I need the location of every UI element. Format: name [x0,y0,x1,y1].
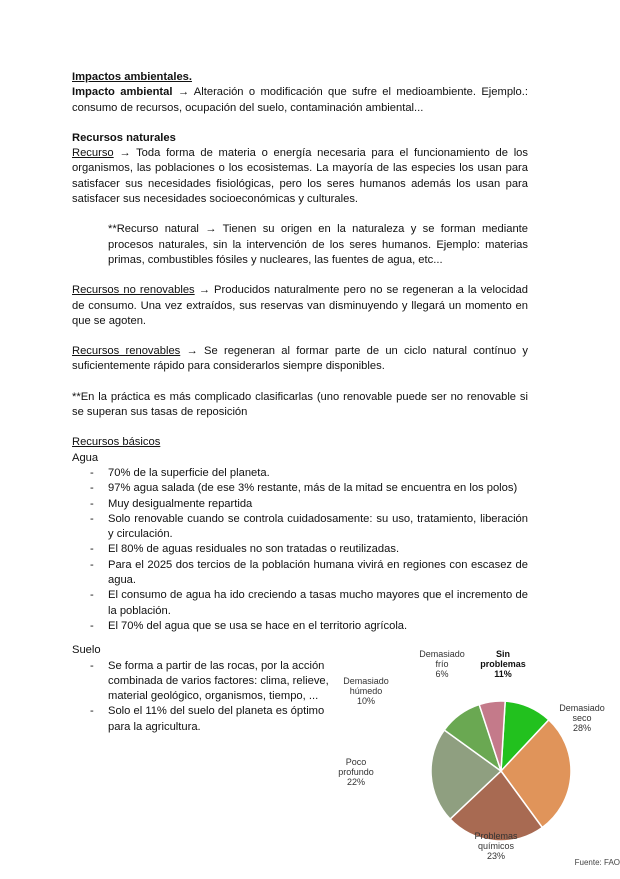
recurso-paragraph [72,146,528,207]
slice-label: Poco profundo 22% [338,757,374,788]
list-item: - Solo el 11% del suelo del planeta es óptimo para la agricultura. [72,704,334,735]
no-renovables-term: Recursos no renovables [72,284,195,297]
impacto-term: Impacto ambiental [72,86,173,99]
list-item: - El 80% de aguas residuales no son tratadas o reutilizadas. [72,542,528,557]
renovables-term: Recursos renovables [72,345,181,358]
suelo-text-block [72,643,334,735]
recurso-term: Recurso [72,147,114,160]
suelo-section [72,643,620,873]
list-item: - Para el 2025 dos tercios de la población humana vivirá en regiones con escasez de agua. [72,558,528,589]
slice-label: Problemas químicos 23% [474,831,518,862]
document-page [72,70,620,873]
list-item: - Se forma a partir de las rocas, por la acción combinada de varios factores: clima, relieve, material geológico, organismos, tiempo, ... [72,659,334,705]
recurso-text: → Toda forma de materia o energía necesaria para el funcionamiento de los organismos, las poblaciones o los ecosistemas. La mayoría de las especies los usan para satisfacer sus necesidades fisiológicas, pero los seres humanos además los usan para satisfacer sus necesidades socioeconómicas y culturales. [72,147,528,206]
list-item: - 70% de la superficie del planeta. [72,466,528,481]
no-renovables-text: → Producidos naturalmente pero no se regeneran a la velocidad de consumo. Una vez extraídos, sus reservas van disminuyendo y llegará un momento en que se agoten. [72,284,528,327]
recurso-natural-note: **Recurso natural → Tienen su origen en la naturaleza y se forman mediante procesos naturales, sin la intervención de los seres humanos. Ejemplo: materias primas, combustibles fósiles y nucleares, las fuentes de agua, etc... [108,223,528,266]
impacto-paragraph [72,85,528,116]
page-title: Impactos ambientales. [72,71,192,83]
pie-slices [431,701,571,841]
list-item: - Solo renovable cuando se controla cuidadosamente: su uso, tratamiento, liberación y circulación. [72,512,528,543]
practica-note: **En la práctica es más complicado clasificarlas (uno renovable puede ser no renovable si se superan sus tasas de reposición [72,390,528,419]
agua-list [72,466,528,634]
list-item: - El 70% del agua que se usa se hace en el territorio agrícola. [72,619,528,634]
slice-label: Demasiado húmedo 10% [343,676,389,707]
agua-heading: Agua [72,451,99,464]
list-item: - 97% agua salada (de ese 3% restante, más de la mitad se encuentra en los polos) [72,481,528,496]
chart-source: Fuente: FAO [574,858,620,868]
slice-label: Demasiado seco 28% [559,703,605,734]
pie-svg [338,643,620,873]
basicos-heading: Recursos básicos [72,436,161,449]
recursos-heading: Recursos naturales [72,131,176,144]
soil-pie-chart [338,643,620,873]
renovables-paragraph [72,344,528,375]
impacto-text: → Alteración o modificación que sufre el medioambiente. Ejemplo.: consumo de recursos, ocupación del suelo, contaminación ambiental... [72,86,528,114]
list-item: - El consumo de agua ha ido creciendo a tasas mucho mayores que el incremento de la población. [72,588,528,619]
slice-label: Sin problemas 11% [480,649,526,680]
suelo-list [72,659,334,735]
list-item: - Muy desigualmente repartida [72,497,528,512]
renovables-text: → Se regeneran al formar parte de un ciclo natural contínuo y suficientemente rápido para considerarlos siempre disponibles. [72,345,528,373]
no-renovables-paragraph [72,283,528,329]
slice-label: Demasiado frío 6% [419,649,465,680]
suelo-heading: Suelo [72,644,101,657]
